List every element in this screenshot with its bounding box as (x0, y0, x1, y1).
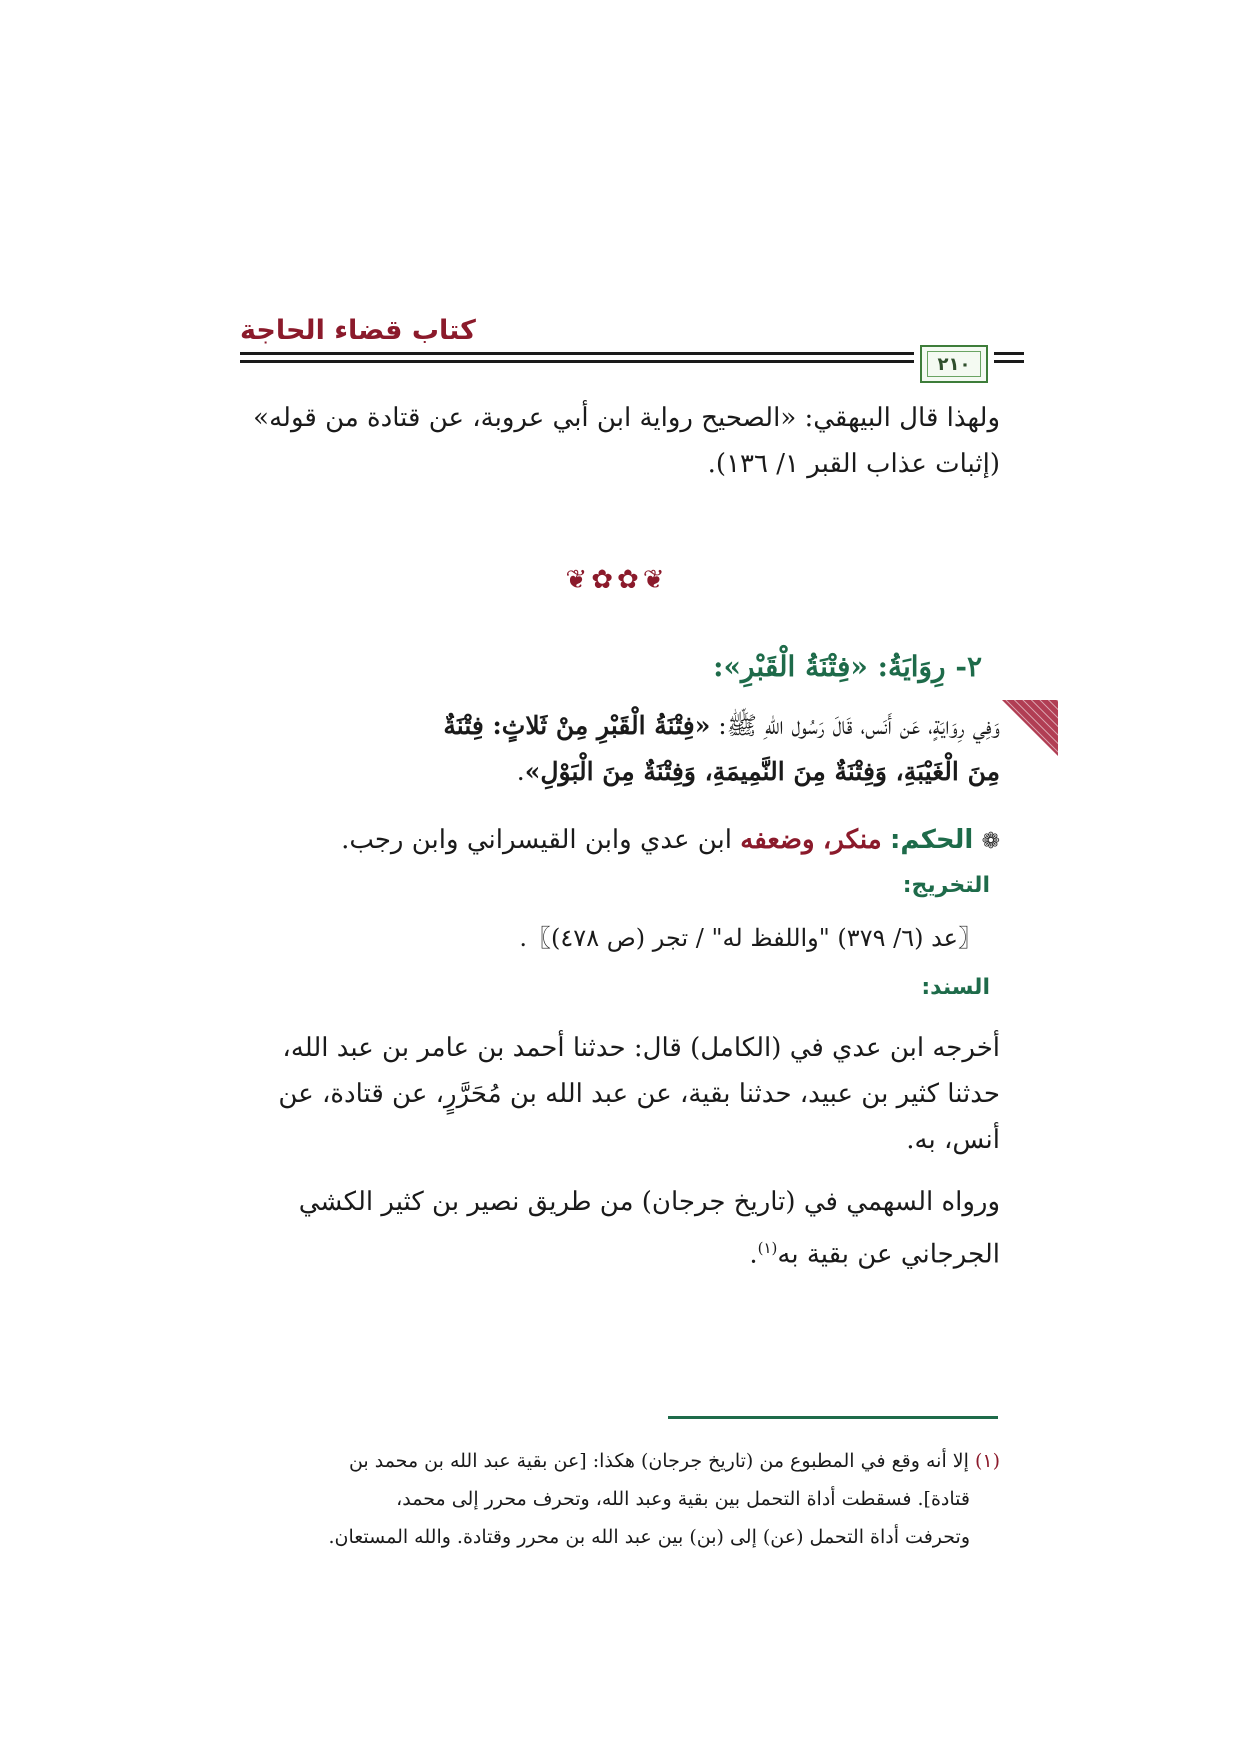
page-number-badge (920, 345, 988, 383)
page-number: ٢١٠ (937, 353, 971, 375)
ruling-weakened: وضعفه (740, 825, 815, 855)
ruling-value: منكر، (822, 825, 882, 855)
header-rule-right-bottom (994, 360, 1024, 363)
paragraph-sanad-line3: أنس، به. (906, 1125, 1000, 1155)
paragraph-sanad-line2: حدثنا كثير بن عبيد، حدثنا بقية، عن عبد الله بن مُحَرَّرٍ، عن قتادة، عن (278, 1079, 1000, 1109)
ruling-label: الحكم: (889, 825, 974, 855)
flower-bullet-icon: ❁ (981, 829, 1000, 854)
header-rule-top (240, 352, 914, 355)
rosette-icon: ✿ (617, 565, 639, 595)
header-rule-right-top (994, 352, 1024, 355)
ornament-divider (540, 565, 690, 595)
takhrij-text: 〖عد (٦/ ٣٧٩) "واللفظ له" / تجر (ص ٤٧٨)〗. (519, 924, 982, 952)
footnote-line2: قتادة]. فسقطت أداة التحمل بين بقية وعبد الله، وتحرف محرر إلى محمد، (396, 1488, 970, 1510)
footnote-marker[interactable]: (١) (757, 1239, 778, 1257)
footnote-line1: (١) إلا أنه وقع في المطبوع من (تاريخ جرجان) هكذا: [عن بقية عبد الله بن محمد بن (348, 1450, 1000, 1472)
footnote-number: (١) (974, 1450, 1000, 1472)
flourish-icon: ❦ (565, 565, 588, 595)
takhrij-label: التخريج: (902, 873, 990, 898)
paragraph-sahmi-line1: ورواه السهمي في (تاريخ جرجان) من طريق نصير بن كثير الكشي (298, 1187, 1000, 1217)
paragraph-sahmi-line2: الجرجاني عن بقية به$^{(١)}$. (749, 1239, 1000, 1270)
footnote-rule (668, 1416, 998, 1419)
section-title: ٢- رِوَايَةُ: «فِتْنَةُ الْقَبْرِ»: (713, 650, 982, 683)
footnote-line3: وتحرفت أداة التحمل (عن) إلى (بن) بين عبد الله بن محرر وقتادة. والله المستعان. (328, 1526, 970, 1548)
ruling-line (230, 818, 1000, 864)
paragraph-sanad-line1: أخرجه ابن عدي في (الكامل) قال: حدثنا أحمد بن عامر بن عبد الله، (282, 1033, 1000, 1063)
hadith-line2: مِنَ الْغَيْبَةِ، وَفِتْنَةٌ مِنَ النَّمِيمَةِ، وَفِتْنَةٌ مِنَ الْبَوْلِ». (516, 757, 1000, 786)
ruling-rest: ابن عدي وابن القيسراني وابن رجب. (341, 825, 733, 855)
hadith-line1: وَفِي رِوَايَةٍ، عَن أَنَس، قَالَ رَسُول اللهِ ﷺ: «فِتْنَةُ الْقَبْرِ مِنْ ثَلاثٍ: فِتْنَةٌ (443, 711, 1000, 740)
paragraph-intro-line2: (إثبات عذاب القبر ١/ ١٣٦). (707, 449, 1000, 479)
flourish-icon: ❦ (642, 565, 665, 595)
book-title: كتاب قضاء الحاجة (240, 315, 476, 346)
rosette-icon: ✿ (591, 565, 613, 595)
sanad-label: السند: (921, 975, 990, 1000)
header-rule-bottom (240, 360, 914, 363)
paragraph-intro-line1: ولهذا قال البيهقي: «الصحيح رواية ابن أبي عروبة، عن قتادة من قوله» (253, 403, 1000, 433)
